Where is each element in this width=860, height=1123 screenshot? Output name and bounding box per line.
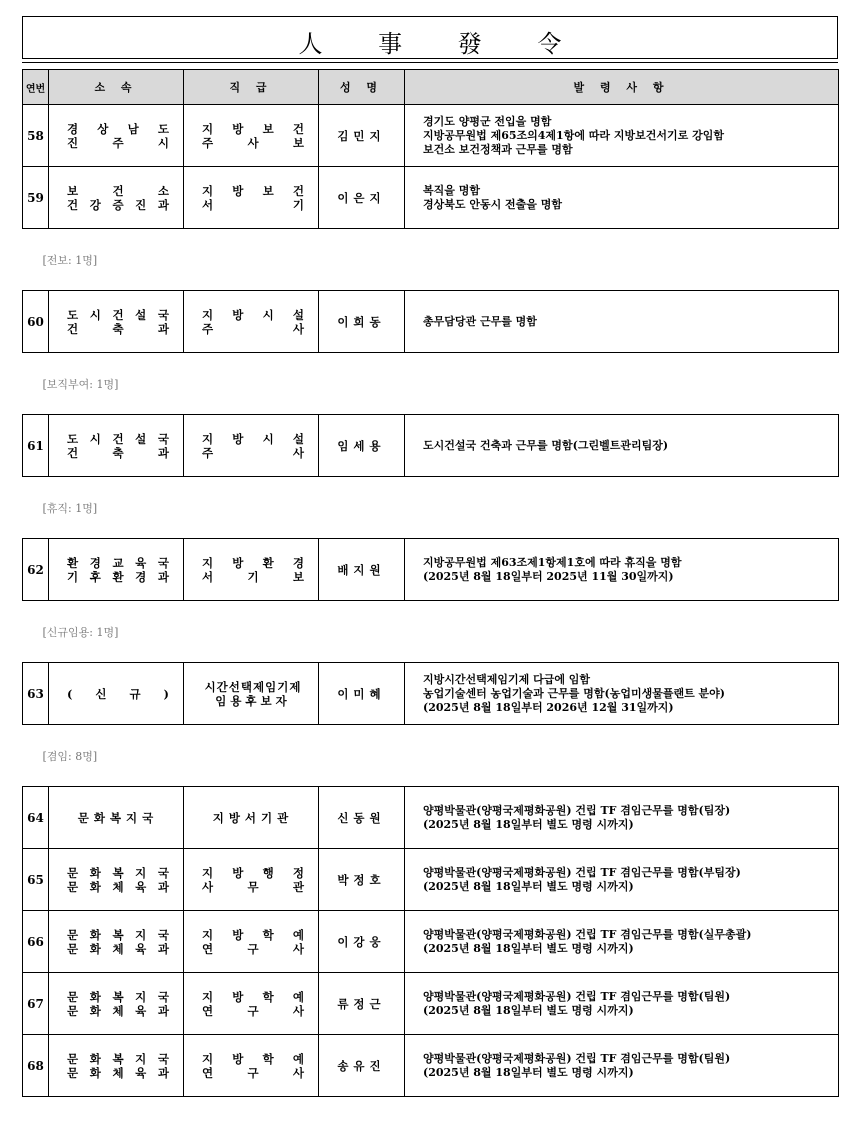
grade-char: 구 bbox=[247, 1065, 259, 1080]
grade-char: 구 bbox=[247, 941, 259, 956]
dept-char: 과 bbox=[157, 941, 169, 956]
grade-char: 방 bbox=[232, 307, 244, 322]
order-line: 도시건설국 건축과 근무를 명함(그린벨트관리팀장) bbox=[423, 438, 669, 452]
grade-char: 학 bbox=[262, 989, 274, 1004]
dept-char: 도 bbox=[157, 121, 169, 136]
dept-char: 국 bbox=[157, 989, 169, 1004]
grade-line bbox=[202, 122, 304, 136]
row-order-details bbox=[405, 167, 839, 229]
grade-line bbox=[202, 432, 304, 446]
grade-char: 예 bbox=[292, 927, 304, 942]
grade-line bbox=[202, 866, 304, 880]
dept-char: 과 bbox=[157, 445, 169, 460]
dept-char: 육 bbox=[135, 1003, 147, 1018]
dept-char: 건 bbox=[112, 183, 124, 198]
dept-line bbox=[67, 942, 169, 956]
dept-char: 국 bbox=[157, 865, 169, 880]
order-line: 양평박물관(양평국제평화공원) 건립 TF 겸임근무를 명함(실무총괄) bbox=[423, 927, 752, 941]
row-number: 60 bbox=[23, 291, 49, 353]
grade-char: 방 bbox=[232, 927, 244, 942]
dept-char: 복 bbox=[112, 1051, 124, 1066]
dept-char: 국 bbox=[157, 1051, 169, 1066]
dept-char: 과 bbox=[157, 1003, 169, 1018]
grade-char: 구 bbox=[247, 1003, 259, 1018]
row-number: 66 bbox=[23, 911, 49, 973]
dept-char: ) bbox=[163, 686, 169, 701]
row-person-name: 배지원 bbox=[319, 539, 405, 601]
row-person-name: 박정호 bbox=[319, 849, 405, 911]
grade-char: 기 bbox=[247, 569, 259, 584]
section-label: [신규임용: 1명] bbox=[23, 601, 839, 663]
dept-char: 과 bbox=[157, 879, 169, 894]
dept-line bbox=[67, 570, 169, 584]
dept-char: 화 bbox=[89, 879, 101, 894]
row-person-name: 송유진 bbox=[319, 1035, 405, 1097]
row-order-details bbox=[405, 663, 839, 725]
order-line: 양평박물관(양평국제평화공원) 건립 TF 겸임근무를 명함(팀장) bbox=[423, 803, 731, 817]
dept-line bbox=[67, 198, 169, 212]
order-line: (2025년 8월 18일부터 별도 명령 시까지) bbox=[423, 817, 634, 831]
row-department bbox=[49, 911, 184, 973]
grade-char: 정 bbox=[292, 865, 304, 880]
dept-char: 증 bbox=[112, 197, 124, 212]
header-grade: 직 급 bbox=[184, 70, 319, 105]
dept-char: 육 bbox=[135, 555, 147, 570]
grade-line bbox=[202, 928, 304, 942]
section-label: [보직부여: 1명] bbox=[23, 353, 839, 415]
dept-char: 주 bbox=[112, 135, 124, 150]
grade-line bbox=[202, 446, 304, 460]
dept-char: 문 bbox=[67, 927, 79, 942]
dept-char: 도 bbox=[67, 307, 79, 322]
dept-char: 복 bbox=[112, 927, 124, 942]
dept-char: 경 bbox=[89, 555, 101, 570]
dept-char: 건 bbox=[67, 445, 79, 460]
dept-char: 화 bbox=[89, 1065, 101, 1080]
dept-char: 국 bbox=[157, 431, 169, 446]
dept-char: 육 bbox=[135, 941, 147, 956]
dept-char: 화 bbox=[89, 941, 101, 956]
dept-char: 지 bbox=[135, 865, 147, 880]
row-grade bbox=[184, 167, 319, 229]
row-person-name: 임세용 bbox=[319, 415, 405, 477]
row-department bbox=[49, 849, 184, 911]
dept-line bbox=[67, 136, 169, 150]
dept-char: 문 bbox=[67, 1065, 79, 1080]
grade-char: 사 bbox=[202, 879, 214, 894]
section-label: [전보: 1명] bbox=[23, 229, 839, 291]
order-line: 지방공무원법 제65조의4제1항에 따라 지방보건서기로 강임함 bbox=[423, 128, 724, 142]
grade-char: 방 bbox=[232, 121, 244, 136]
header-name: 성 명 bbox=[319, 70, 405, 105]
header-order: 발 령 사 항 bbox=[405, 70, 839, 105]
row-grade bbox=[184, 911, 319, 973]
dept-char: 문 bbox=[67, 941, 79, 956]
dept-char: 문 bbox=[67, 879, 79, 894]
dept-char: 화 bbox=[89, 927, 101, 942]
row-person-name: 이강웅 bbox=[319, 911, 405, 973]
grade-char: 지 bbox=[202, 183, 214, 198]
dept-line bbox=[67, 1066, 169, 1080]
dept-char: 지 bbox=[135, 927, 147, 942]
dept-char: 시 bbox=[157, 135, 169, 150]
grade-char: 지 bbox=[202, 121, 214, 136]
grade-char: 방 bbox=[232, 431, 244, 446]
section-row bbox=[23, 477, 839, 539]
table-row bbox=[23, 1035, 839, 1097]
grade-line bbox=[202, 880, 304, 894]
grade-char: 지 bbox=[202, 307, 214, 322]
dept-char: 문 bbox=[67, 1003, 79, 1018]
row-department bbox=[49, 291, 184, 353]
dept-char: 복 bbox=[112, 989, 124, 1004]
grade-line bbox=[202, 308, 304, 322]
grade-line bbox=[202, 198, 304, 212]
row-department bbox=[49, 973, 184, 1035]
row-department bbox=[49, 1035, 184, 1097]
dept-char: 지 bbox=[135, 989, 147, 1004]
grade-char: 지 bbox=[202, 1051, 214, 1066]
dept-char: 화 bbox=[89, 1003, 101, 1018]
row-number: 62 bbox=[23, 539, 49, 601]
dept-char: 화 bbox=[89, 865, 101, 880]
dept-char: 지 bbox=[135, 1051, 147, 1066]
table-row bbox=[23, 973, 839, 1035]
grade-line bbox=[202, 942, 304, 956]
dept-line bbox=[67, 880, 169, 894]
grade-char: 환 bbox=[262, 555, 274, 570]
row-department bbox=[49, 105, 184, 167]
header-dept: 소 속 bbox=[49, 70, 184, 105]
dept-char: 육 bbox=[135, 1065, 147, 1080]
order-line: (2025년 8월 18일부터 2026년 12월 31일까지) bbox=[423, 700, 674, 714]
table-row bbox=[23, 539, 839, 601]
grade-char: 설 bbox=[292, 307, 304, 322]
order-line: 양평박물관(양평국제평화공원) 건립 TF 겸임근무를 명함(팀원) bbox=[423, 989, 731, 1003]
grade-char: 행 bbox=[262, 865, 274, 880]
dept-char: 과 bbox=[157, 321, 169, 336]
grade-char: 사 bbox=[292, 445, 304, 460]
section-row bbox=[23, 229, 839, 291]
grade-char: 예 bbox=[292, 989, 304, 1004]
dept-char: 진 bbox=[135, 197, 147, 212]
grade-char: 연 bbox=[202, 941, 214, 956]
table-row bbox=[23, 415, 839, 477]
dept-char: 축 bbox=[112, 321, 124, 336]
grade-char: 시 bbox=[262, 431, 274, 446]
grade-char: 서 bbox=[202, 569, 214, 584]
dept-char: 체 bbox=[112, 879, 124, 894]
dept-char: 경 bbox=[67, 121, 79, 136]
row-grade bbox=[184, 1035, 319, 1097]
row-department bbox=[49, 167, 184, 229]
section-row bbox=[23, 353, 839, 415]
row-order-details bbox=[405, 539, 839, 601]
dept-char: 경 bbox=[135, 569, 147, 584]
row-number: 68 bbox=[23, 1035, 49, 1097]
dept-line bbox=[67, 322, 169, 336]
table-header-row bbox=[23, 70, 839, 105]
dept-char: 국 bbox=[157, 307, 169, 322]
grade-char: 사 bbox=[292, 941, 304, 956]
grade-char: 주 bbox=[202, 135, 214, 150]
dept-line bbox=[67, 184, 169, 198]
grade-char: 지 bbox=[202, 989, 214, 1004]
row-grade bbox=[184, 787, 319, 849]
order-line: 경상북도 안동시 전출을 명함 bbox=[423, 197, 562, 211]
grade-char: 보 bbox=[292, 135, 304, 150]
order-line: 복직을 명함 bbox=[423, 183, 480, 197]
grade-char: 예 bbox=[292, 1051, 304, 1066]
dept-line bbox=[67, 446, 169, 460]
dept-line bbox=[67, 866, 169, 880]
dept-char: 신 bbox=[95, 686, 107, 701]
row-department bbox=[49, 663, 184, 725]
row-grade bbox=[184, 973, 319, 1035]
dept-char: 건 bbox=[67, 197, 79, 212]
dept-line bbox=[67, 1004, 169, 1018]
order-line: 지방공무원법 제63조제1항제1호에 따라 휴직을 명함 bbox=[423, 555, 682, 569]
row-grade bbox=[184, 291, 319, 353]
order-line: (2025년 8월 18일부터 별도 명령 시까지) bbox=[423, 941, 634, 955]
row-order-details bbox=[405, 973, 839, 1035]
table-row bbox=[23, 167, 839, 229]
grade-char: 주 bbox=[202, 445, 214, 460]
row-department bbox=[49, 539, 184, 601]
dept-char: 강 bbox=[89, 197, 101, 212]
order-line: (2025년 8월 18일부터 2025년 11월 30일까지) bbox=[423, 569, 674, 583]
title-divider bbox=[22, 62, 838, 63]
section-row bbox=[23, 725, 839, 787]
order-line: (2025년 8월 18일부터 별도 명령 시까지) bbox=[423, 879, 634, 893]
dept-char: 도 bbox=[67, 431, 79, 446]
grade-char: 지 bbox=[202, 555, 214, 570]
row-grade bbox=[184, 849, 319, 911]
grade-line bbox=[202, 1052, 304, 1066]
grade-char: 설 bbox=[292, 431, 304, 446]
order-line: 보건소 보건정책과 근무를 명함 bbox=[423, 142, 573, 156]
grade-line: 시간선택제임기제 bbox=[204, 679, 302, 694]
row-person-name: 이희동 bbox=[319, 291, 405, 353]
dept-char: 국 bbox=[157, 927, 169, 942]
header-no: 연번 bbox=[23, 70, 49, 105]
grade-char: 학 bbox=[262, 927, 274, 942]
row-grade bbox=[184, 415, 319, 477]
dept-char: 후 bbox=[89, 569, 101, 584]
row-number: 59 bbox=[23, 167, 49, 229]
section-row bbox=[23, 601, 839, 663]
dept-char: ( bbox=[67, 686, 73, 701]
grade-char: 보 bbox=[262, 183, 274, 198]
row-grade bbox=[184, 539, 319, 601]
grade-line bbox=[202, 1004, 304, 1018]
row-number: 67 bbox=[23, 973, 49, 1035]
dept-char: 규 bbox=[129, 686, 141, 701]
dept-char: 시 bbox=[89, 431, 101, 446]
dept-char: 국 bbox=[157, 555, 169, 570]
grade-char: 지 bbox=[202, 927, 214, 942]
row-person-name: 김민지 bbox=[319, 105, 405, 167]
order-line: 양평박물관(양평국제평화공원) 건립 TF 겸임근무를 명함(팀원) bbox=[423, 1051, 731, 1065]
table-row bbox=[23, 787, 839, 849]
dept-line bbox=[67, 122, 169, 136]
row-department bbox=[49, 415, 184, 477]
row-person-name: 이은지 bbox=[319, 167, 405, 229]
dept-line: 문화복지국 bbox=[77, 810, 159, 825]
table-row bbox=[23, 911, 839, 973]
row-order-details bbox=[405, 291, 839, 353]
order-line: 양평박물관(양평국제평화공원) 건립 TF 겸임근무를 명함(부팀장) bbox=[423, 865, 741, 879]
dept-char: 과 bbox=[157, 569, 169, 584]
dept-char: 체 bbox=[112, 1065, 124, 1080]
row-grade bbox=[184, 105, 319, 167]
row-order-details bbox=[405, 911, 839, 973]
row-order-details bbox=[405, 787, 839, 849]
order-line: 농업기술센터 농업기술과 근무를 명함(농업미생물플랜트 분야) bbox=[423, 686, 726, 700]
dept-line bbox=[67, 928, 169, 942]
grade-char: 방 bbox=[232, 183, 244, 198]
dept-char: 건 bbox=[112, 307, 124, 322]
dept-char: 교 bbox=[112, 555, 124, 570]
dept-char: 기 bbox=[67, 569, 79, 584]
grade-char: 관 bbox=[292, 879, 304, 894]
dept-char: 체 bbox=[112, 1003, 124, 1018]
dept-char: 체 bbox=[112, 941, 124, 956]
row-person-name: 이미혜 bbox=[319, 663, 405, 725]
dept-char: 설 bbox=[135, 307, 147, 322]
dept-char: 보 bbox=[67, 183, 79, 198]
grade-line bbox=[202, 556, 304, 570]
dept-line bbox=[67, 990, 169, 1004]
grade-char: 무 bbox=[247, 879, 259, 894]
dept-line bbox=[67, 432, 169, 446]
grade-line: 지방서기관 bbox=[212, 810, 294, 825]
dept-line bbox=[67, 1052, 169, 1066]
table-row bbox=[23, 849, 839, 911]
dept-char: 시 bbox=[89, 307, 101, 322]
dept-char: 상 bbox=[97, 121, 109, 136]
dept-char: 남 bbox=[127, 121, 139, 136]
dept-char: 환 bbox=[112, 569, 124, 584]
dept-char: 설 bbox=[135, 431, 147, 446]
grade-line: 임용후보자 bbox=[215, 693, 291, 708]
grade-char: 사 bbox=[247, 135, 259, 150]
grade-line bbox=[202, 570, 304, 584]
grade-char: 방 bbox=[232, 865, 244, 880]
section-label: [겸임: 8명] bbox=[23, 725, 839, 787]
grade-char: 보 bbox=[262, 121, 274, 136]
grade-char: 지 bbox=[202, 431, 214, 446]
order-line: 지방시간선택제임기제 다급에 임함 bbox=[423, 672, 591, 686]
grade-char: 사 bbox=[292, 321, 304, 336]
grade-char: 사 bbox=[292, 1065, 304, 1080]
table-row bbox=[23, 291, 839, 353]
row-order-details bbox=[405, 105, 839, 167]
grade-char: 지 bbox=[202, 865, 214, 880]
dept-char: 복 bbox=[112, 865, 124, 880]
row-number: 63 bbox=[23, 663, 49, 725]
section-label: [휴직: 1명] bbox=[23, 477, 839, 539]
grade-char: 주 bbox=[202, 321, 214, 336]
grade-char: 경 bbox=[292, 555, 304, 570]
grade-line bbox=[202, 322, 304, 336]
dept-char: 문 bbox=[67, 865, 79, 880]
dept-char: 과 bbox=[157, 1065, 169, 1080]
row-department bbox=[49, 787, 184, 849]
row-person-name: 류정근 bbox=[319, 973, 405, 1035]
grade-char: 서 bbox=[202, 197, 214, 212]
dept-char: 건 bbox=[67, 321, 79, 336]
order-line: 경기도 양평군 전입을 명함 bbox=[423, 114, 552, 128]
document-title: 人 事 發 令 bbox=[298, 30, 586, 58]
grade-char: 건 bbox=[292, 121, 304, 136]
order-line: (2025년 8월 18일부터 별도 명령 시까지) bbox=[423, 1003, 634, 1017]
row-number: 64 bbox=[23, 787, 49, 849]
grade-line bbox=[202, 1066, 304, 1080]
personnel-order-table bbox=[22, 69, 839, 1097]
dept-char: 화 bbox=[89, 989, 101, 1004]
grade-line bbox=[202, 136, 304, 150]
grade-line bbox=[202, 184, 304, 198]
order-line: 총무담당관 근무를 명함 bbox=[423, 314, 537, 328]
grade-char: 방 bbox=[232, 1051, 244, 1066]
row-person-name: 신동원 bbox=[319, 787, 405, 849]
table-row bbox=[23, 105, 839, 167]
dept-char: 화 bbox=[89, 1051, 101, 1066]
dept-char: 소 bbox=[157, 183, 169, 198]
dept-char: 과 bbox=[157, 197, 169, 212]
row-number: 61 bbox=[23, 415, 49, 477]
grade-char: 사 bbox=[292, 1003, 304, 1018]
grade-char: 시 bbox=[262, 307, 274, 322]
row-number: 58 bbox=[23, 105, 49, 167]
grade-char: 방 bbox=[232, 989, 244, 1004]
row-number: 65 bbox=[23, 849, 49, 911]
dept-char: 환 bbox=[67, 555, 79, 570]
grade-char: 연 bbox=[202, 1065, 214, 1080]
dept-char: 건 bbox=[112, 431, 124, 446]
dept-line bbox=[67, 308, 169, 322]
dept-char: 육 bbox=[135, 879, 147, 894]
grade-char: 건 bbox=[292, 183, 304, 198]
grade-char: 학 bbox=[262, 1051, 274, 1066]
dept-line bbox=[67, 556, 169, 570]
grade-char: 보 bbox=[292, 569, 304, 584]
grade-char: 연 bbox=[202, 1003, 214, 1018]
dept-char: 문 bbox=[67, 989, 79, 1004]
document-title-box bbox=[22, 16, 838, 59]
dept-char: 문 bbox=[67, 1051, 79, 1066]
table-body bbox=[23, 105, 839, 1097]
dept-char: 진 bbox=[67, 135, 79, 150]
order-line: (2025년 8월 18일부터 별도 명령 시까지) bbox=[423, 1065, 634, 1079]
grade-char: 방 bbox=[232, 555, 244, 570]
grade-char: 기 bbox=[292, 197, 304, 212]
dept-line bbox=[67, 687, 169, 701]
row-order-details bbox=[405, 849, 839, 911]
table-row bbox=[23, 663, 839, 725]
row-order-details bbox=[405, 1035, 839, 1097]
grade-line bbox=[202, 990, 304, 1004]
row-grade bbox=[184, 663, 319, 725]
dept-char: 축 bbox=[112, 445, 124, 460]
row-order-details bbox=[405, 415, 839, 477]
